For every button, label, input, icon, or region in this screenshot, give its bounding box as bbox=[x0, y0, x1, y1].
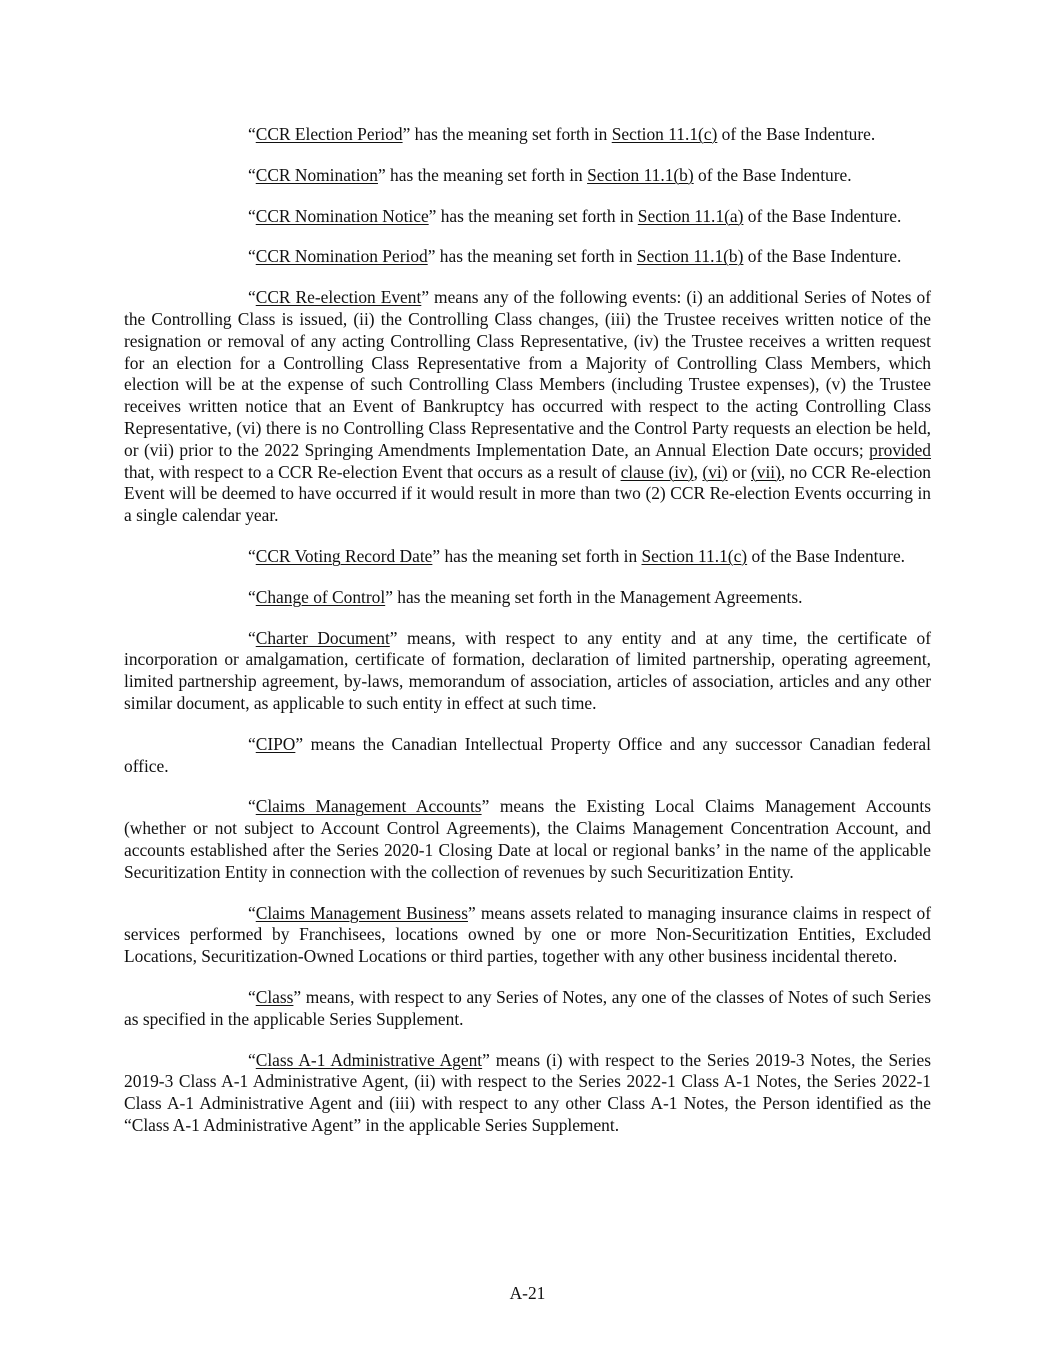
cross-reference: (vii) bbox=[750, 461, 781, 482]
definition-text: ” means, with respect to any entity and at any time, the certificate of incorporation or amalgamation, certificate of formation, declaration of limited partnership, operating agreement, limited partnership agreement, by-laws, memorandum of association, articles of association, articles and any other similar document, as applicable to such entity in effect at such time. bbox=[124, 627, 931, 713]
defined-term: Class A-1 Administrative Agent bbox=[255, 1049, 483, 1070]
page-number: A-21 bbox=[509, 1283, 546, 1303]
definition-text: ” has the meaning set forth in bbox=[428, 205, 638, 226]
defined-term: CCR Nomination Period bbox=[255, 246, 428, 267]
definition-text: “ bbox=[248, 246, 256, 267]
definition-text: , no CCR Re-election Event will be deemed to have occurred if it would result in more than two (2) CCR Re-election Events occurring in a single calendar year. bbox=[124, 461, 931, 526]
cross-reference: Section 11.1(b) bbox=[636, 246, 744, 267]
definition-text: ” means the Canadian Intellectual Property Office and any successor Canadian federal office. bbox=[124, 733, 931, 776]
defined-term: CCR Re-election Event bbox=[255, 287, 422, 308]
definition-text: “ bbox=[248, 287, 256, 308]
definition-text: “ bbox=[248, 545, 256, 566]
cross-reference: Section 11.1(a) bbox=[637, 205, 744, 226]
cross-reference: (vi) bbox=[702, 461, 728, 482]
definition-claims-management-business bbox=[124, 903, 931, 968]
definition-text: “ bbox=[248, 627, 256, 648]
definition-claims-management-accounts bbox=[124, 796, 931, 883]
definition-ccr-election-period bbox=[124, 124, 931, 146]
definition-text: “ bbox=[248, 1049, 256, 1070]
definition-text: , bbox=[693, 461, 703, 482]
definition-text: “ bbox=[248, 796, 256, 817]
cross-reference: provided bbox=[869, 439, 931, 460]
definition-ccr-nomination-period bbox=[124, 246, 931, 268]
definition-text: ” means assets related to managing insurance claims in respect of services performed by Franchisees, locations owned by one or more Non-Securitization Entities, Excluded Locations, Securitization-Owned Locations or third parties, together with any other business incidental thereto. bbox=[124, 902, 931, 967]
defined-term: CCR Voting Record Date bbox=[255, 545, 433, 566]
definition-text: “ bbox=[248, 205, 256, 226]
cross-reference: clause (iv) bbox=[620, 461, 694, 482]
defined-term: CIPO bbox=[255, 733, 296, 754]
definition-text: or bbox=[727, 461, 751, 482]
definition-text: “ bbox=[248, 124, 256, 144]
definition-class-a-1-administrative-agent bbox=[124, 1050, 931, 1137]
definition-text: ” has the meaning set forth in bbox=[432, 545, 642, 566]
definition-text: “ bbox=[248, 902, 256, 923]
definition-ccr-voting-record-date bbox=[124, 546, 931, 568]
defined-term: Claims Management Accounts bbox=[255, 796, 482, 817]
cross-reference: Section 11.1(b) bbox=[587, 164, 694, 185]
definition-text: of the Base Indenture. bbox=[717, 124, 876, 144]
definition-text: ” has the meaning set forth in bbox=[377, 164, 588, 185]
definition-text: ” means, with respect to any Series of Notes, any one of the classes of Notes of such Series as specified in the applicable Series Supplement. bbox=[124, 986, 931, 1029]
cross-reference: Section 11.1(c) bbox=[641, 545, 748, 566]
defined-term: Class bbox=[255, 986, 294, 1007]
definition-text: ” means the Existing Local Claims Management Accounts (whether or not subject to Account Control Agreements), the Claims Management Concentration Account, and accounts established after the Series 2020-1 Closing Date at local or regional banks’ in the name of the applicable Securitization Entity in connection with the collection of revenues by such Securitization Entity. bbox=[124, 796, 931, 882]
definition-text: that, with respect to a CCR Re-election Event that occurs as a result of bbox=[124, 461, 621, 482]
defined-term: CCR Nomination bbox=[255, 164, 378, 185]
defined-term: Claims Management Business bbox=[255, 902, 468, 923]
document-page bbox=[124, 124, 931, 1156]
definition-text: ” has the meaning set forth in bbox=[427, 246, 637, 267]
definition-text: ” has the meaning set forth in the Management Agreements. bbox=[385, 586, 803, 607]
definition-text: of the Base Indenture. bbox=[747, 545, 906, 566]
definition-change-of-control bbox=[124, 587, 931, 609]
definition-text: “ bbox=[248, 733, 256, 754]
definition-charter-document bbox=[124, 628, 931, 715]
defined-term: CCR Election Period bbox=[255, 124, 403, 144]
definition-text: of the Base Indenture. bbox=[743, 205, 902, 226]
defined-term: Charter Document bbox=[255, 627, 390, 648]
definition-text: ” means (i) with respect to the Series 2019-3 Notes, the Series 2019-3 Class A-1 Administrative Agent, (ii) with respect to the Series 2022-1 Class A-1 Notes, the Series 2022-1 Class A-1 Administrative Agent and (iii) with respect to any other Class A-1 Notes, the Person identified as the “Class A-1 Administrative Agent” in the applicable Series Supplement. bbox=[124, 1049, 931, 1135]
definition-text: of the Base Indenture. bbox=[693, 164, 852, 185]
defined-term: Change of Control bbox=[255, 586, 386, 607]
definition-cipo bbox=[124, 734, 931, 778]
cross-reference: Section 11.1(c) bbox=[611, 124, 718, 144]
definition-text: “ bbox=[248, 586, 256, 607]
defined-term: CCR Nomination Notice bbox=[255, 205, 429, 226]
definition-class bbox=[124, 987, 931, 1031]
definition-text: “ bbox=[248, 986, 256, 1007]
definition-ccr-nomination-notice bbox=[124, 206, 931, 228]
definition-text: “ bbox=[248, 164, 256, 185]
definition-ccr-nomination bbox=[124, 165, 931, 187]
definition-text: of the Base Indenture. bbox=[743, 246, 902, 267]
definition-text: ” has the meaning set forth in bbox=[402, 124, 612, 144]
definitions-list bbox=[124, 124, 931, 1137]
definition-ccr-re-election-event bbox=[124, 287, 931, 527]
definition-text: ” means any of the following events: (i) an additional Series of Notes of the Controlling Class is issued, (ii) the Controlling Class changes, (iii) the Trustee receives written notice of the resignation or removal of any acting Controlling Class Representative, (iv) the Trustee receives a written request for an election for a Controlling Class Representative from a Majority of Controlling Class Members, which election will be at the expense of such Controlling Class Members (including Trustee expenses), (v) the Trustee receives written notice that an Event of Bankruptcy has occurred with respect to the acting Controlling Class Representative, (vi) there is no Controlling Class Representative and the Control Party requests an election be held, or (vii) prior to the 2022 Springing Amendments Implementation Date, an Annual Election Date occurs; bbox=[124, 287, 931, 460]
